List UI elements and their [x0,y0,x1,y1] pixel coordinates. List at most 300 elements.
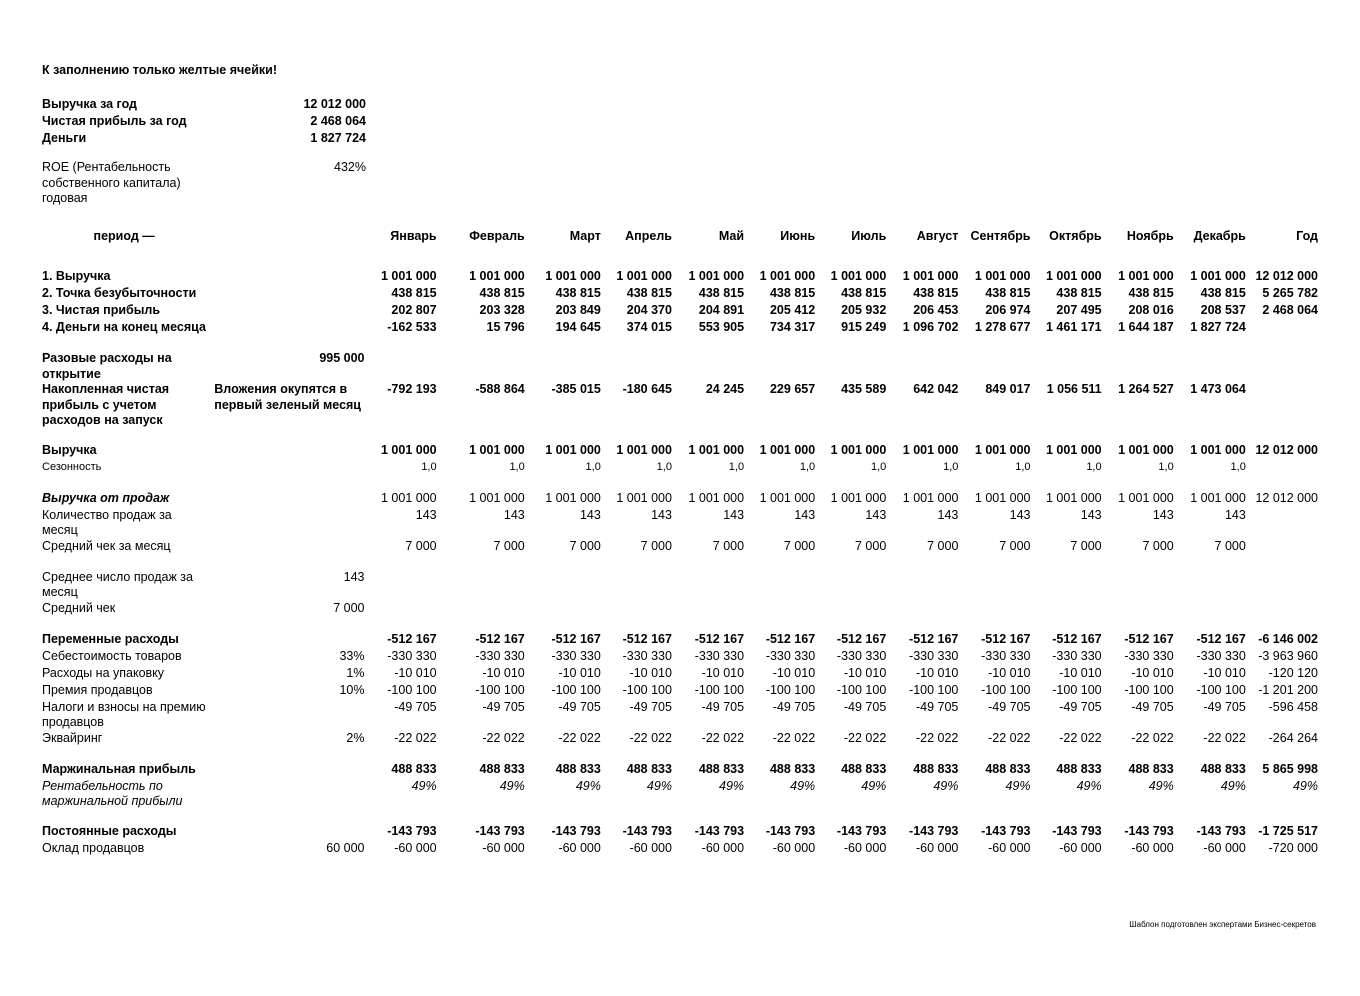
month-value: -49 705 [772,699,816,714]
month-header: Апрель [625,229,672,243]
row-label: Оклад продавцов [42,840,145,855]
month-value: 24 245 [705,382,745,396]
row-packing [38,666,1322,683]
month-value: 438 815 [391,286,437,300]
month-value: 205 412 [769,303,816,317]
month-value: 203 849 [555,303,601,317]
month-value: 438 815 [698,286,745,300]
month-value: 1 461 171 [1046,320,1102,334]
month-value: -49 705 [394,699,437,714]
month-value: 143 [1152,507,1174,522]
month-header: Октябрь [1049,229,1102,243]
month-value: -512 167 [551,631,601,646]
month-value: 1 001 000 [1190,442,1246,457]
month-value: 143 [503,507,525,522]
month-value: 1 001 000 [1190,269,1246,283]
spacer-row [38,748,1322,762]
row-revenue1 [38,269,1322,286]
month-value: -22 022 [988,730,1031,745]
spacer-cell [38,556,1322,570]
row-blank [210,460,368,477]
month-value: 1,0 [1015,460,1031,473]
month-value: -22 022 [1131,730,1174,745]
month-value: -100 100 [1124,682,1174,697]
month-value: 1 001 000 [469,269,525,283]
spacer-cell [38,748,1322,762]
month-value: -143 793 [1124,823,1174,838]
month-value: 1 001 000 [616,490,672,505]
month-value: 207 495 [1056,303,1102,317]
month-value: 143 [1080,507,1102,522]
month-value: -22 022 [1059,730,1102,745]
month-value: -22 022 [394,730,437,745]
month-value: 1 001 000 [616,442,672,457]
month-value: 1 001 000 [830,269,887,283]
row-blank [210,700,368,731]
month-value: 49% [1005,778,1031,793]
month-value: -22 022 [772,730,816,745]
month-value: 204 891 [698,303,745,317]
spacer-row [38,477,1322,491]
month-value: -100 100 [765,682,816,697]
month-value: 1,0 [656,460,672,473]
month-value: 1 001 000 [830,442,887,457]
month-header: Ноябрь [1126,229,1174,243]
row-label: Себестоимость товаров [42,648,182,663]
spacer-cell [38,810,1322,824]
row-acquiring [38,731,1322,748]
month-value: 488 833 [913,761,959,776]
month-value: 1,0 [799,460,816,473]
month-value: 2 468 064 [1262,303,1318,317]
summary-value[interactable]: 12 012 000 [303,97,366,111]
row-sales_rev [38,491,1322,508]
month-value: -330 330 [836,648,887,663]
month-value: 438 815 [1056,286,1102,300]
month-value: -49 705 [1203,699,1246,714]
month-value: 438 815 [769,286,816,300]
month-value: -330 330 [551,648,601,663]
month-value: -512 167 [909,631,959,646]
month-value: 1 001 000 [469,442,525,457]
month-value: -60 000 [482,840,525,855]
month-value: -10 010 [629,665,672,680]
month-value: 488 833 [698,761,745,776]
row-label: Разовые расходы на открытие [42,351,172,381]
month-value: -60 000 [843,840,887,855]
month-value: 438 815 [1128,286,1174,300]
month-header: Март [569,229,601,243]
month-value: 49% [790,778,816,793]
summary-value[interactable]: 1 827 724 [310,131,366,145]
footer-credit: Шаблон подготовлен экспертами Бизнес-секретов [1129,920,1316,929]
month-value: 7 000 [640,538,672,553]
month-value: 734 317 [769,320,816,334]
month-value: 1 001 000 [688,442,745,457]
row-label: Средний чек [42,600,116,615]
month-value: 1 001 000 [545,269,601,283]
month-value: 143 [865,507,887,522]
month-value: -330 330 [909,648,959,663]
row-blank [369,351,1323,382]
month-value: -100 100 [836,682,887,697]
month-value: -330 330 [1052,648,1102,663]
month-value: 7 000 [569,538,601,553]
row-percent[interactable]: 33% [339,648,365,663]
month-value: 204 370 [626,303,672,317]
month-value: -512 167 [694,631,745,646]
row-blank [210,632,368,649]
month-header: Июнь [780,229,816,243]
month-value: -10 010 [1131,665,1174,680]
row-label: Маржинальная прибыль [42,761,196,776]
roe-label: ROE (Рентабельность собственного капитала) годовая [42,160,181,205]
month-value: 1 001 000 [974,442,1031,457]
month-value: -330 330 [1124,648,1174,663]
month-value: 488 833 [626,761,672,776]
row-label: 3. Чистая прибыль [42,303,161,317]
header-row [38,229,1322,255]
summary-revenue [42,97,366,111]
month-value: 1 001 000 [1118,269,1174,283]
row-label: Налоги и взносы на премию продавцов [42,699,206,729]
spacer-cell [38,477,1322,491]
month-value: -49 705 [1131,699,1174,714]
row-label: 4. Деньги на конец месяца [42,320,206,334]
month-value: 488 833 [1200,761,1246,776]
row-breakeven [38,286,1322,303]
month-value: -10 010 [558,665,601,680]
month-value: 143 [651,507,672,522]
month-value: -264 264 [1268,730,1318,745]
month-header: Январь [390,229,437,243]
month-value: 1 827 724 [1190,320,1246,334]
month-value: 1 001 000 [1046,442,1102,457]
month-value: 488 833 [555,761,601,776]
month-value: 7 000 [783,538,816,553]
spacer-cell [38,255,1322,269]
month-value: -330 330 [694,648,745,663]
month-value: 849 017 [985,382,1031,396]
month-value: -143 793 [981,823,1031,838]
month-value: -143 793 [836,823,887,838]
month-value: -10 010 [482,665,525,680]
spacer-row [38,618,1322,632]
month-value: 12 012 000 [1255,442,1318,457]
month-value: -100 100 [694,682,745,697]
month-value: -100 100 [1052,682,1102,697]
row-net_profit [38,303,1322,320]
row-label: Среднее число продаж за месяц [42,569,193,599]
row-label: Премия продавцов [42,682,153,697]
month-value: 1,0 [1086,460,1102,473]
month-value: -60 000 [558,840,601,855]
month-value: 642 042 [913,382,959,396]
month-value: -60 000 [629,840,672,855]
roe-value[interactable]: 432% [334,160,366,174]
month-value: -100 100 [1196,682,1246,697]
month-value: -22 022 [843,730,887,745]
month-header: Год [1296,229,1318,243]
month-value: 1,0 [870,460,887,473]
month-value: 5 865 998 [1262,761,1318,776]
month-value: 1 001 000 [902,490,959,505]
spacer-cell [38,429,1322,443]
month-value: 1 001 000 [688,490,745,505]
row-blank [210,320,368,337]
row-blank [369,570,1323,601]
row-label: Рентабельность по маржинальной прибыли [42,778,183,808]
row-label: Накопленная чистая прибыль с учетом расходов на запуск [42,382,170,427]
row-percent[interactable]: 10% [339,682,365,697]
month-value: 1 001 000 [902,442,959,457]
spacer-row [38,255,1322,269]
month-header: Май [718,229,745,243]
month-header: Сентябрь [970,229,1031,243]
month-value: 194 645 [555,320,601,334]
row-avg_check_m [38,539,1322,556]
row-cash_end [38,320,1322,337]
row-label: Средний чек за месяц [42,538,171,553]
month-value: -60 000 [1203,840,1246,855]
month-value: -60 000 [915,840,959,855]
month-value: 12 012 000 [1255,490,1318,505]
month-value: 206 453 [913,303,959,317]
month-value: 1 001 000 [1118,490,1174,505]
spacer-cell [38,618,1322,632]
month-value: 143 [579,507,601,522]
month-value: -49 705 [843,699,887,714]
fill-instruction: К заполнению только желтые ячейки! [42,63,278,77]
month-value: 1 001 000 [1118,442,1174,457]
month-value: 143 [1009,507,1031,522]
month-value: -10 010 [843,665,887,680]
month-value: -22 022 [1203,730,1246,745]
spacer-cell [38,337,1322,351]
month-value: 553 905 [698,320,745,334]
row-label: Сезонность [42,460,102,473]
period-label: период — [93,229,155,243]
month-value: -385 015 [551,382,601,396]
row-season [38,460,1322,477]
month-value: 1 001 000 [545,490,601,505]
month-value: -330 330 [622,648,672,663]
row-blank [210,762,368,779]
month-value [1250,382,1322,429]
month-value: 1 056 511 [1046,382,1102,396]
row-blank [210,508,368,539]
month-header: Июль [851,229,887,243]
row-base-value[interactable]: 60 000 [326,840,365,855]
month-value: -143 793 [551,823,601,838]
month-value: 488 833 [985,761,1031,776]
month-value: 488 833 [841,761,887,776]
month-value: -10 010 [1203,665,1246,680]
month-value: -3 963 960 [1258,648,1318,663]
row-input-value[interactable]: 143 [343,569,365,584]
month-value: 1 001 000 [381,442,437,457]
month-value: 488 833 [391,761,437,776]
row-label: Количество продаж за месяц [42,507,172,537]
month-value: -6 146 002 [1258,631,1318,646]
month-value: -22 022 [558,730,601,745]
month-value: 7 000 [1142,538,1174,553]
row-input-value[interactable]: 7 000 [333,600,365,615]
month-value: -330 330 [765,648,816,663]
row-avg_sales [38,570,1322,601]
month-value: -588 864 [475,382,525,396]
month-value: 1 001 000 [1190,490,1246,505]
row-blank [210,539,368,556]
row-fixed [38,824,1322,841]
month-value: 49% [719,778,745,793]
summary-value[interactable]: 2 468 064 [310,114,366,128]
month-value: 374 015 [626,320,672,334]
month-value: 205 932 [841,303,887,317]
month-value: -512 167 [765,631,816,646]
spacer-row [38,429,1322,443]
month-value: 7 000 [712,538,745,553]
month-value: 1,0 [728,460,745,473]
month-value: -143 793 [475,823,525,838]
month-value: 12 012 000 [1255,269,1318,283]
row-blank [210,286,368,303]
month-value: 7 000 [999,538,1031,553]
month-value: -512 167 [387,631,437,646]
month-value: 438 815 [841,286,887,300]
row-bonus [38,683,1322,700]
spacer-row [38,556,1322,570]
header-blank [210,229,368,255]
month-value: -100 100 [981,682,1031,697]
month-value: -512 167 [981,631,1031,646]
month-value: 438 815 [555,286,601,300]
month-header: Август [916,229,959,243]
month-value: 49% [1292,778,1318,793]
row-input-value[interactable]: 995 000 [319,351,365,365]
month-value: 1 001 000 [974,490,1031,505]
row-margin_pct [38,779,1322,810]
month-value: 1 001 000 [902,269,959,283]
month-value: 1 001 000 [759,269,816,283]
month-value: 1 001 000 [616,269,672,283]
month-value: -60 000 [1131,840,1174,855]
month-value: -143 793 [694,823,745,838]
month-value: -1 201 200 [1258,682,1318,697]
month-value: -10 010 [1059,665,1102,680]
month-value: -10 010 [394,665,437,680]
month-value: -22 022 [915,730,959,745]
spacer-row [38,337,1322,351]
month-value: -143 793 [909,823,959,838]
row-avg_check [38,601,1322,618]
month-value: 438 815 [985,286,1031,300]
summary-net-profit [42,114,366,128]
month-value: -512 167 [1052,631,1102,646]
summary-cash [42,131,366,145]
row-percent[interactable]: 1% [346,665,365,680]
month-value: 488 833 [769,761,816,776]
month-value: 1 644 187 [1118,320,1174,334]
month-value: 438 815 [913,286,959,300]
month-value: -49 705 [629,699,672,714]
row-one_time [38,351,1322,382]
month-value: -60 000 [701,840,745,855]
spacer-row [38,810,1322,824]
month-value: 1 001 000 [381,490,437,505]
month-value: -22 022 [482,730,525,745]
row-label: Постоянные расходы [42,823,177,838]
row-sales_qty [38,508,1322,539]
month-value: -100 100 [622,682,672,697]
month-value: -512 167 [475,631,525,646]
month-value: -512 167 [1196,631,1246,646]
month-value: 15 796 [486,320,525,334]
month-value: -792 193 [387,382,437,396]
month-value: 1 473 064 [1190,382,1246,396]
month-value: 7 000 [1070,538,1102,553]
monthly-table [38,229,1322,858]
month-value: 488 833 [479,761,525,776]
row-blank [210,824,368,841]
month-value: 7 000 [405,538,437,553]
month-value: 1 001 000 [1046,490,1102,505]
month-value: -10 010 [701,665,745,680]
month-value: 1 001 000 [688,269,745,283]
month-value: 202 807 [391,303,437,317]
month-value: -512 167 [1124,631,1174,646]
row-label: 2. Точка безубыточности [42,286,197,300]
month-value: -330 330 [1196,648,1246,663]
month-value: -143 793 [1052,823,1102,838]
month-value: 208 016 [1128,303,1174,317]
month-value: 438 815 [626,286,672,300]
month-value [1250,539,1322,556]
row-var_costs [38,632,1322,649]
month-value: 1 001 000 [830,490,887,505]
month-value: 1,0 [1230,460,1246,473]
payback-note: Вложения окупятся в первый зеленый месяц [214,382,361,412]
month-value: 1,0 [1158,460,1174,473]
month-value: 203 328 [479,303,525,317]
month-value: 143 [723,507,745,522]
month-value: 49% [1220,778,1246,793]
month-value: 49% [646,778,672,793]
month-value: 143 [937,507,959,522]
month-value: 1 001 000 [974,269,1031,283]
month-value: -330 330 [387,648,437,663]
month-value: -162 533 [387,320,437,334]
row-percent[interactable]: 2% [346,730,365,745]
row-blank [369,601,1323,618]
month-value: -60 000 [394,840,437,855]
month-value: 1 264 527 [1118,382,1174,396]
month-value: 143 [415,507,437,522]
summary-label: Деньги [42,131,87,145]
month-header: Февраль [469,229,525,243]
month-value: -100 100 [551,682,601,697]
month-value: -49 705 [482,699,525,714]
month-value: 49% [1148,778,1174,793]
row-blank [210,303,368,320]
month-value: 1,0 [509,460,525,473]
month-value: 49% [499,778,525,793]
month-value: -120 120 [1268,665,1318,680]
month-value: -143 793 [387,823,437,838]
month-value: 7 000 [855,538,887,553]
month-value: 49% [861,778,887,793]
month-value: 7 000 [493,538,525,553]
